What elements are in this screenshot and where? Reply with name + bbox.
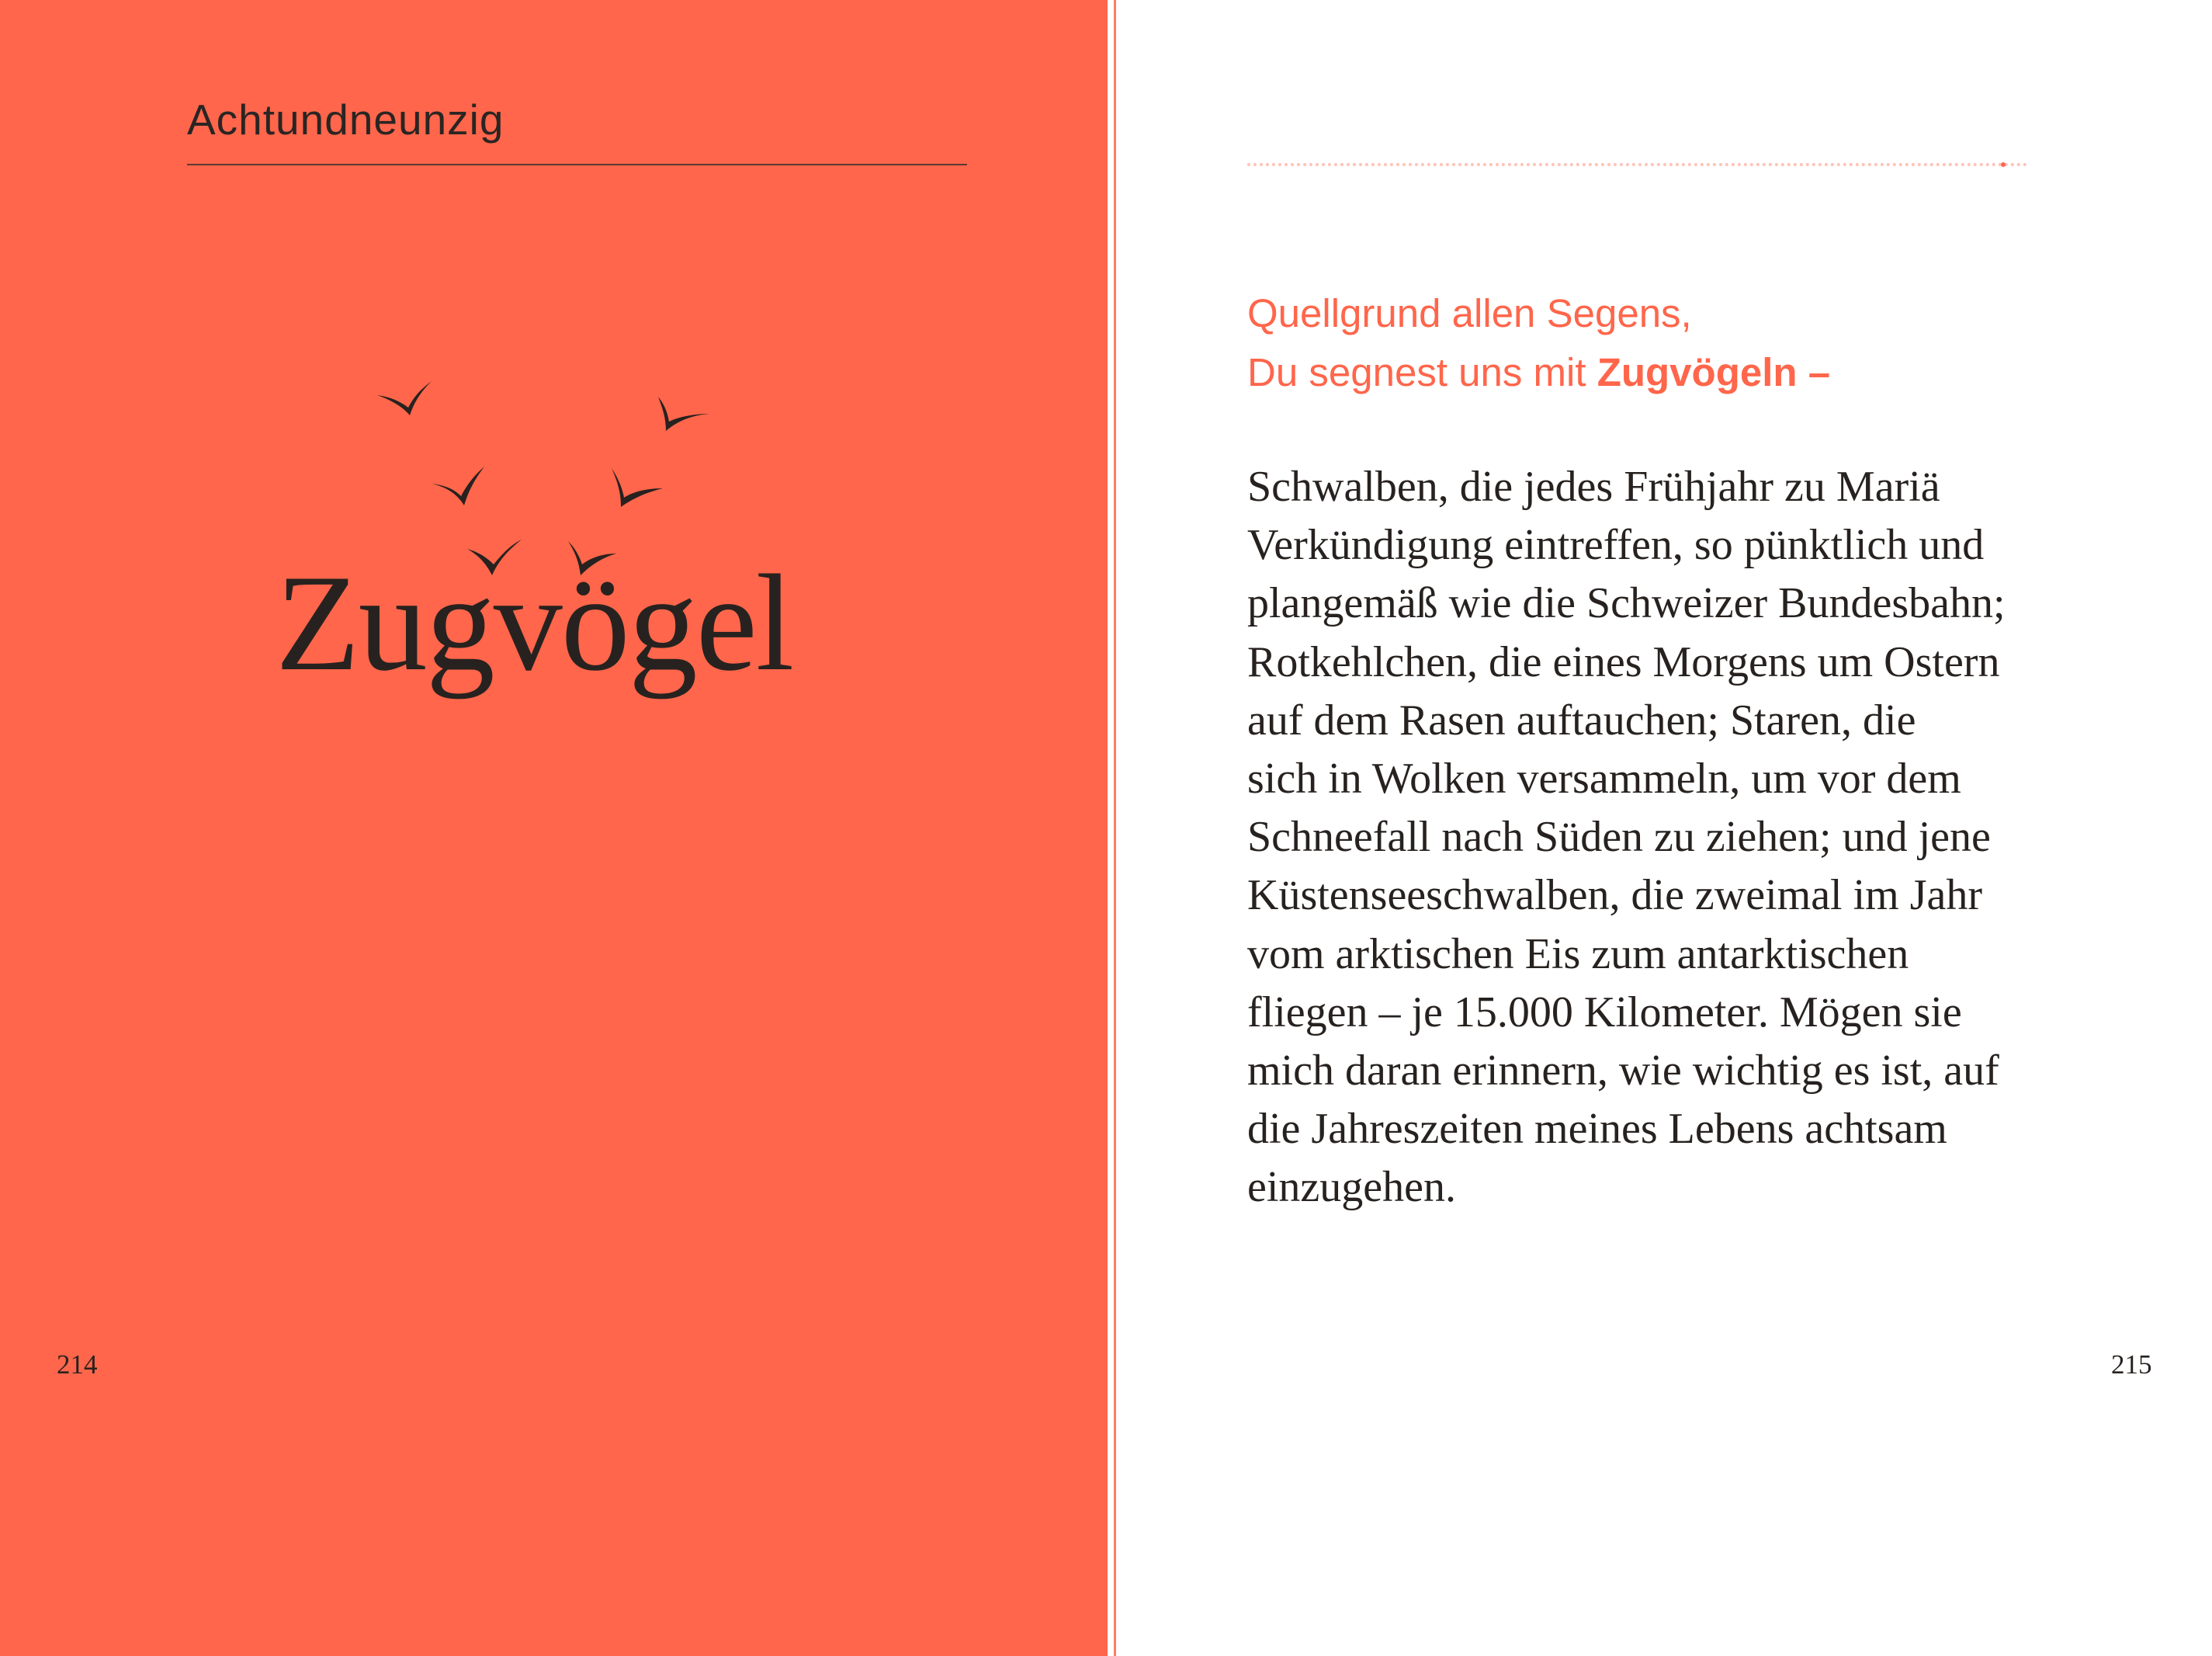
divider-dot xyxy=(2001,162,2006,167)
body-line: Verkündigung eintreffen, so pünktlich und xyxy=(1247,521,1985,570)
invocation-line-2-prefix: Du segnest uns mit xyxy=(1247,350,1597,394)
page-number-right: 215 xyxy=(2111,1349,2152,1380)
body-line: einzugehen. xyxy=(1247,1163,1456,1212)
chapter-title: Achtundneunzig xyxy=(187,95,504,144)
body-line: fliegen – je 15.000 Kilometer. Mögen sie xyxy=(1247,988,1962,1036)
dotted-divider xyxy=(1247,163,2027,166)
body-line: plangemäß wie die Schweizer Bundesbahn; xyxy=(1247,579,2006,628)
page-number-left: 214 xyxy=(57,1349,98,1380)
page-title: Zugvögel xyxy=(276,546,793,700)
invocation-heading xyxy=(1247,284,1830,402)
invocation-line-2-bold: Zugvögeln – xyxy=(1597,350,1831,394)
body-line: auf dem Rasen auftauchen; Staren, die xyxy=(1247,696,1916,745)
body-line: sich in Wolken versammeln, um vor dem xyxy=(1247,755,1961,804)
body-line: die Jahreszeiten meines Lebens achtsam xyxy=(1247,1105,1947,1154)
body-line: Küstenseeschwalben, die zweimal im Jahr xyxy=(1247,871,1983,920)
body-line: mich daran erinnern, wie wichtig es ist, auf xyxy=(1247,1047,1999,1095)
bird-icon xyxy=(612,468,663,507)
body-line: vom arktischen Eis zum antarktischen xyxy=(1247,929,1909,978)
body-line: Schwalben, die jedes Frühjahr zu Mariä xyxy=(1247,463,1940,511)
bird-icon xyxy=(658,397,709,431)
chapter-divider xyxy=(187,164,967,165)
body-line: Rotkehlchen, die eines Morgens um Ostern xyxy=(1247,637,2000,686)
gutter xyxy=(1108,0,1114,1656)
body-paragraph xyxy=(1247,458,2039,1217)
bird-icon xyxy=(432,467,484,505)
invocation-line-1: Quellgrund allen Segens, xyxy=(1247,291,1692,335)
body-line: Schneefall nach Süden zu ziehen; und jene xyxy=(1247,813,1991,862)
bird-icon xyxy=(377,381,432,415)
